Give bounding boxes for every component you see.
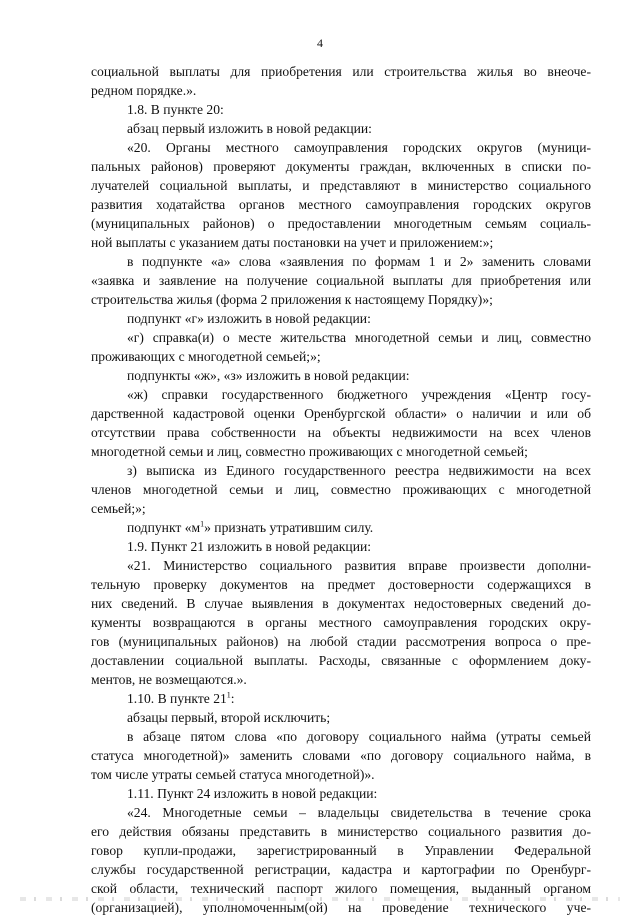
text-line-content: ментов, не возмещаются.». — [91, 672, 247, 687]
text-line — [91, 556, 591, 575]
text-line-content: 1.11. Пункт 24 изложить в новой редакции: — [127, 786, 378, 801]
text-line-content: «24. Многодетные семьи – владельцы свидетельства в течение срока — [127, 805, 591, 820]
text-line-content: доставлении социальной выплаты. Расходы, связанные с оформлением доку- — [91, 653, 591, 668]
text-line-content: подпункт «м — [127, 520, 201, 535]
text-line — [91, 309, 591, 328]
text-line-content: говор купли-продажи, зарегистрированный в Управлении Федеральной — [91, 843, 591, 858]
text-line-content: проживающих с многодетной семьей;»; — [91, 349, 321, 364]
text-line-content: «г) справка(и) о месте жительства многодетной семьи и лиц, совместно — [127, 330, 591, 345]
text-line — [91, 119, 591, 138]
text-line-content: лучателей социальной выплаты, и представляют в министерство социального — [91, 178, 591, 193]
text-line — [91, 765, 591, 784]
text-line-content: членов многодетной семьи и лиц, совместно проживающих с многодетной — [91, 482, 591, 497]
text-line — [91, 879, 591, 898]
text-line — [91, 632, 591, 651]
text-line-content: подпункт «г» изложить в новой редакции: — [127, 311, 371, 326]
text-line-content: подпункты «ж», «з» изложить в новой редакции: — [127, 368, 410, 383]
text-line — [91, 62, 591, 81]
text-line — [91, 157, 591, 176]
text-line-content: социальной выплаты для приобретения или строительства жилья во внеоче- — [91, 64, 591, 79]
text-line-content: «ж) справки государственного бюджетного учреждения «Центр госу- — [127, 387, 591, 402]
text-line — [91, 613, 591, 632]
text-line-content: 1.9. Пункт 21 изложить в новой редакции: — [127, 539, 372, 554]
text-line-content: кументы возвращаются в органы местного самоуправления городских окру- — [91, 615, 591, 630]
text-line — [91, 404, 591, 423]
text-line-content: гов (муниципальных районов) на любой стадии рассмотрения вопроса о пре- — [91, 634, 591, 649]
text-line — [91, 784, 591, 803]
superscript: 1 — [226, 690, 231, 700]
text-line-content: абзацы первый, второй исключить; — [127, 710, 331, 725]
text-line — [91, 575, 591, 594]
text-line-content: редном порядке.». — [91, 83, 197, 98]
text-line — [91, 480, 591, 499]
text-line — [91, 423, 591, 442]
text-line — [91, 727, 591, 746]
text-line-content: «20. Органы местного самоуправления городских округов (муници- — [127, 140, 591, 155]
text-line-tail: : — [230, 691, 235, 706]
text-line-content: (организацией), уполномоченным(ой) на проведение технического уче- — [91, 900, 591, 915]
text-line — [91, 366, 591, 385]
text-line-content: многодетной семьи и лиц, совместно проживающих с многодетной семьей; — [91, 444, 528, 459]
text-line — [91, 442, 591, 461]
text-line-content: (муниципальных районов) о предоставлении многодетным семьям социаль- — [91, 216, 591, 231]
text-line — [91, 290, 591, 309]
scan-artifact-footer — [20, 897, 620, 901]
text-line-content: том числе утраты семьей статуса многодетной)». — [91, 767, 375, 782]
text-line — [91, 328, 591, 347]
text-line — [91, 594, 591, 613]
text-line — [91, 841, 591, 860]
text-line — [91, 708, 591, 727]
text-line-content: его действия обязаны представить в министерство социального развития до- — [91, 824, 591, 839]
text-line — [91, 651, 591, 670]
text-line — [91, 214, 591, 233]
text-line-content: в абзаце пятом слова «по договору социального найма (утраты семьей — [127, 729, 591, 744]
text-line-content: в подпункте «а» слова «заявления по формам 1 и 2» заменить словами — [127, 254, 591, 269]
text-line — [91, 100, 591, 119]
text-line — [91, 803, 591, 822]
text-line-content: «заявка и заявление на получение социальной выплаты для приобретения или — [91, 273, 591, 288]
text-line — [91, 252, 591, 271]
text-line — [91, 746, 591, 765]
page-number: 4 — [317, 36, 323, 50]
text-line — [91, 499, 591, 518]
text-line-content: 1.8. В пункте 20: — [127, 102, 224, 117]
text-line-content: отсутствии права собственности на объекты недвижимости на всех членов — [91, 425, 591, 440]
text-line — [91, 860, 591, 879]
text-line-content: статуса многодетной)» заменить словами «по договору социального найма, в — [91, 748, 591, 763]
text-line — [91, 822, 591, 841]
text-line — [91, 81, 591, 100]
text-line-content: службы государственной регистрации, кадастра и картографии по Оренбург- — [91, 862, 591, 877]
text-line — [91, 271, 591, 290]
text-line — [91, 138, 591, 157]
text-line — [91, 689, 591, 708]
text-line-content: развития ходатайства органов местного самоуправления городских округов — [91, 197, 591, 212]
text-line — [91, 670, 591, 689]
text-line-content: тельную проверку документов на предмет достоверности содержащихся в — [91, 577, 591, 592]
text-line-tail: » признать утратившим силу. — [204, 520, 374, 535]
text-line — [91, 385, 591, 404]
text-line-content: 1.10. В пункте 21 — [127, 691, 227, 706]
text-line-content: ной выплаты с указанием даты постановки на учет и приложением:»; — [91, 235, 494, 250]
text-line — [91, 195, 591, 214]
text-line — [91, 537, 591, 556]
text-line-content: абзац первый изложить в новой редакции: — [127, 121, 372, 136]
text-line-content: семьей;»; — [91, 501, 146, 516]
text-line-content: «21. Министерство социального развития вправе произвести дополни- — [127, 558, 591, 573]
text-line-content: ской области, технический паспорт жилого помещения, выданный органом — [91, 881, 591, 896]
document-body — [91, 62, 591, 917]
text-line — [91, 347, 591, 366]
text-line-content: строительства жилья (форма 2 приложения к настоящему Порядку)»; — [91, 292, 493, 307]
text-line-content: дарственной кадастровой оценки Оренбургской области» о наличии и или об — [91, 406, 591, 421]
superscript: 1 — [200, 519, 205, 529]
text-line — [91, 176, 591, 195]
text-line-content: пальных районов) проверяют документы граждан, включенных в списки по- — [91, 159, 591, 174]
text-line-content: них сведений. В случае выявления в документах недостоверных сведений до- — [91, 596, 591, 611]
text-line — [91, 233, 591, 252]
text-line — [91, 461, 591, 480]
text-line — [91, 518, 591, 537]
text-line-content: з) выписка из Единого государственного реестра недвижимости на всех — [127, 463, 591, 478]
